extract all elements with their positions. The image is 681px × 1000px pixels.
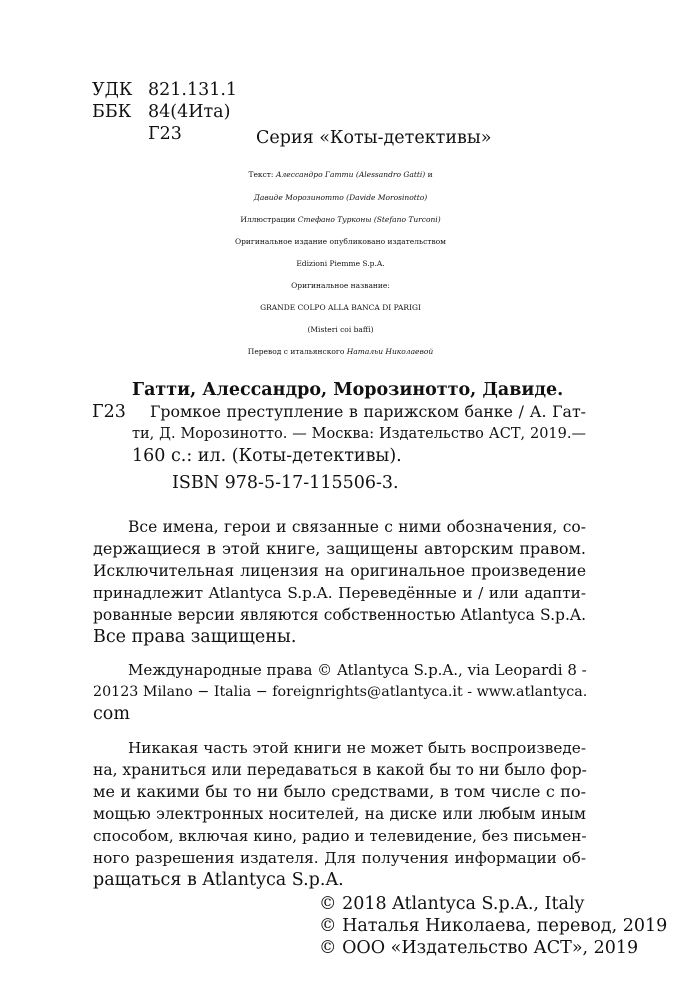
isbn: ISBN 978-5-17-115506-3. — [172, 473, 399, 493]
rights-line: Все права защищены. — [93, 627, 297, 647]
illustrator-orig: (Stefano Turconi) — [373, 215, 441, 224]
author1-orig: (Alessandro Gatti) — [355, 170, 426, 179]
publisher-line-1: Оригинальное издание опубликовано издательством — [234, 237, 447, 246]
reproduction-line: ращаться в Atlantyca S.p.A. — [93, 870, 344, 890]
copyright-line: © ООО «Издательство АСТ», 2019 — [319, 938, 639, 958]
rights-line: принадлежит Atlantyca S.p.A. Переведённые и / или адапти- — [93, 584, 586, 602]
author1-ru: Алессандро Гатти — [275, 170, 354, 179]
original-series: (Misteri coi baffi) — [307, 325, 374, 334]
intl-rights-line: 20123 Milano − Italia − foreignrights@atlantyca.it - www.atlantyca. — [93, 684, 588, 700]
bbk-label: ББК — [92, 102, 132, 122]
illustrator-ru: Стефано Турконы — [297, 215, 372, 224]
translation-line — [0, 341, 681, 363]
bbk-value: 84(4Ита) — [148, 102, 231, 122]
text-credit-line — [0, 164, 681, 186]
rights-line: Исключительная лицензия на оригинальное произведение — [93, 562, 586, 580]
intl-rights-line: Международные права © Atlantyca S.p.A., via Leopardi 8 - — [128, 661, 587, 679]
author2-line — [0, 187, 681, 209]
rights-line: держащиеся в этой книге, защищены авторским правом. — [93, 539, 586, 558]
copyright-line: © 2018 Atlantyca S.p.A., Italy — [319, 894, 585, 914]
translation-label: Перевод с итальянского — [247, 347, 345, 356]
rights-line: рованные версии являются собственностью Atlantyca S.p.A. — [93, 606, 586, 624]
reproduction-line: на, храниться или передаваться в какой бы то ни было фор- — [93, 761, 587, 779]
series-title: Серия «Коты-детективы» — [256, 128, 492, 148]
reproduction-line: Никакая часть этой книги не может быть воспроизведе- — [128, 739, 586, 757]
text-label: Текст: — [248, 170, 274, 179]
and-word: и — [427, 170, 433, 179]
bibliographic-line-3: 160 с.: ил. (Коты-детективы). — [132, 446, 402, 466]
intl-rights-line: com — [93, 704, 130, 724]
bibliographic-mark: Г23 — [92, 402, 126, 422]
author-mark: Г23 — [148, 124, 182, 144]
bibliographic-line-1: Громкое преступление в парижском банке / А. Гат- — [150, 402, 586, 421]
illustrations-label: Иллюстрации — [240, 215, 296, 224]
author2-ru: Давиде Морозинотто — [253, 193, 344, 202]
author2-orig: (Davide Morosinotto) — [346, 193, 428, 202]
reproduction-line: ного разрешения издателя. Для получения информации об- — [93, 849, 586, 867]
reproduction-line: ме и какими бы то ни было средствами, в том числе с по- — [93, 782, 586, 801]
original-title: GRANDE COLPO ALLA BANCA DI PARIGI — [260, 303, 421, 312]
copyright-line: © Наталья Николаева, перевод, 2019 — [319, 916, 668, 936]
translator-name: Натальи Николаевой — [346, 347, 434, 356]
bibliographic-line-2: ти, Д. Морозинотто. — Москва: Издательство АСТ, 2019.— — [132, 426, 586, 442]
reproduction-line: способом, включая кино, радио и телевидение, без письмен- — [93, 827, 587, 845]
bibliographic-heading: Гатти, Алессандро, Морозинотто, Давиде. — [132, 380, 564, 400]
udk-label: УДК — [92, 80, 133, 100]
publisher-line-2: Edizioni Piemme S.p.A. — [296, 259, 385, 268]
illustrations-line — [0, 209, 681, 231]
reproduction-line: мощью электронных носителей, на диске или любым иным — [93, 805, 586, 823]
udk-value: 821.131.1 — [148, 80, 238, 100]
rights-line: Все имена, герои и связанные с ними обозначения, со- — [128, 518, 586, 536]
original-title-label: Оригинальное название: — [291, 281, 390, 290]
